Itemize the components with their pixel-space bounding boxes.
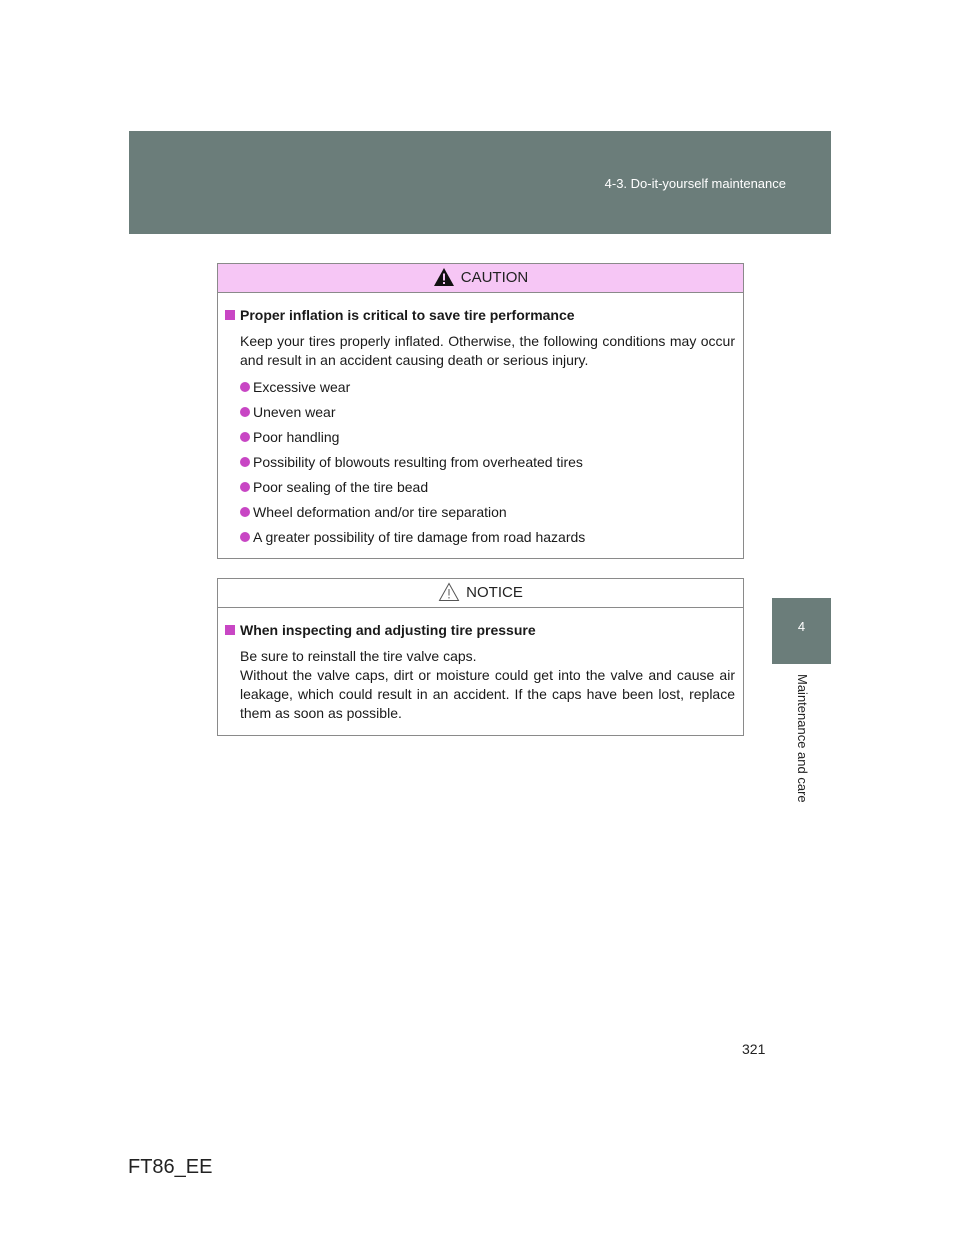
dot-bullet-icon	[240, 457, 250, 467]
caution-topic	[225, 306, 735, 324]
notice-line-1: Be sure to reinstall the tire valve caps.	[240, 648, 477, 664]
list-item-text: Excessive wear	[253, 379, 351, 395]
notice-title: NOTICE	[466, 584, 523, 601]
warning-triangle-outline-icon	[438, 582, 460, 602]
list-item-text: Wheel deformation and/or tire separation	[253, 504, 507, 520]
list-item-text: A greater possibility of tire damage from road hazards	[253, 529, 586, 545]
dot-bullet-icon	[240, 532, 250, 542]
list-item-text: Possibility of blowouts resulting from overheated tires	[253, 454, 583, 470]
chapter-side-label	[792, 674, 812, 824]
list-item-text: Uneven wear	[253, 404, 336, 420]
list-item-text: Poor sealing of the tire bead	[253, 479, 429, 495]
list-item	[240, 453, 735, 471]
list-item	[240, 478, 735, 496]
list-item	[240, 403, 735, 421]
dot-bullet-icon	[240, 507, 250, 517]
dot-bullet-icon	[240, 432, 250, 442]
chapter-label-text: Maintenance and care	[795, 674, 810, 803]
notice-body	[218, 608, 743, 723]
notice-header	[218, 579, 743, 608]
list-item	[240, 503, 735, 521]
square-bullet-icon	[225, 310, 235, 320]
notice-paragraph: Without the valve caps, dirt or moisture could get into the valve and cause air leakage, which could result in an accident. If the caps have been lost, replace them as soon as possible.	[240, 667, 735, 721]
notice-box	[217, 578, 744, 736]
notice-topic	[225, 621, 735, 639]
caution-body	[218, 293, 743, 546]
notice-topic-text: When inspecting and adjusting tire pressure	[240, 622, 536, 638]
page-number: 321	[742, 1041, 766, 1057]
header-band	[129, 131, 831, 234]
dot-bullet-icon	[240, 382, 250, 392]
chapter-tab	[772, 598, 831, 664]
caution-header	[218, 264, 743, 293]
caution-title: CAUTION	[460, 269, 529, 286]
section-title: 4-3. Do-it-yourself maintenance	[604, 176, 786, 191]
dot-bullet-icon	[240, 482, 250, 492]
list-item	[240, 378, 735, 396]
list-item	[240, 428, 735, 446]
document-code: FT86_EE	[128, 1156, 213, 1178]
warning-triangle-filled-icon	[433, 267, 455, 287]
square-bullet-icon	[225, 625, 235, 635]
caution-paragraph: Keep your tires properly inflated. Otherwise, the following conditions may occur and result in an accident causing death or serious injury.	[240, 333, 735, 368]
dot-bullet-icon	[240, 407, 250, 417]
chapter-number: 4	[797, 619, 806, 634]
list-item-text: Poor handling	[253, 429, 340, 445]
caution-box	[217, 263, 744, 559]
caution-topic-text: Proper inflation is critical to save tire performance	[240, 307, 575, 323]
list-item	[240, 528, 735, 546]
